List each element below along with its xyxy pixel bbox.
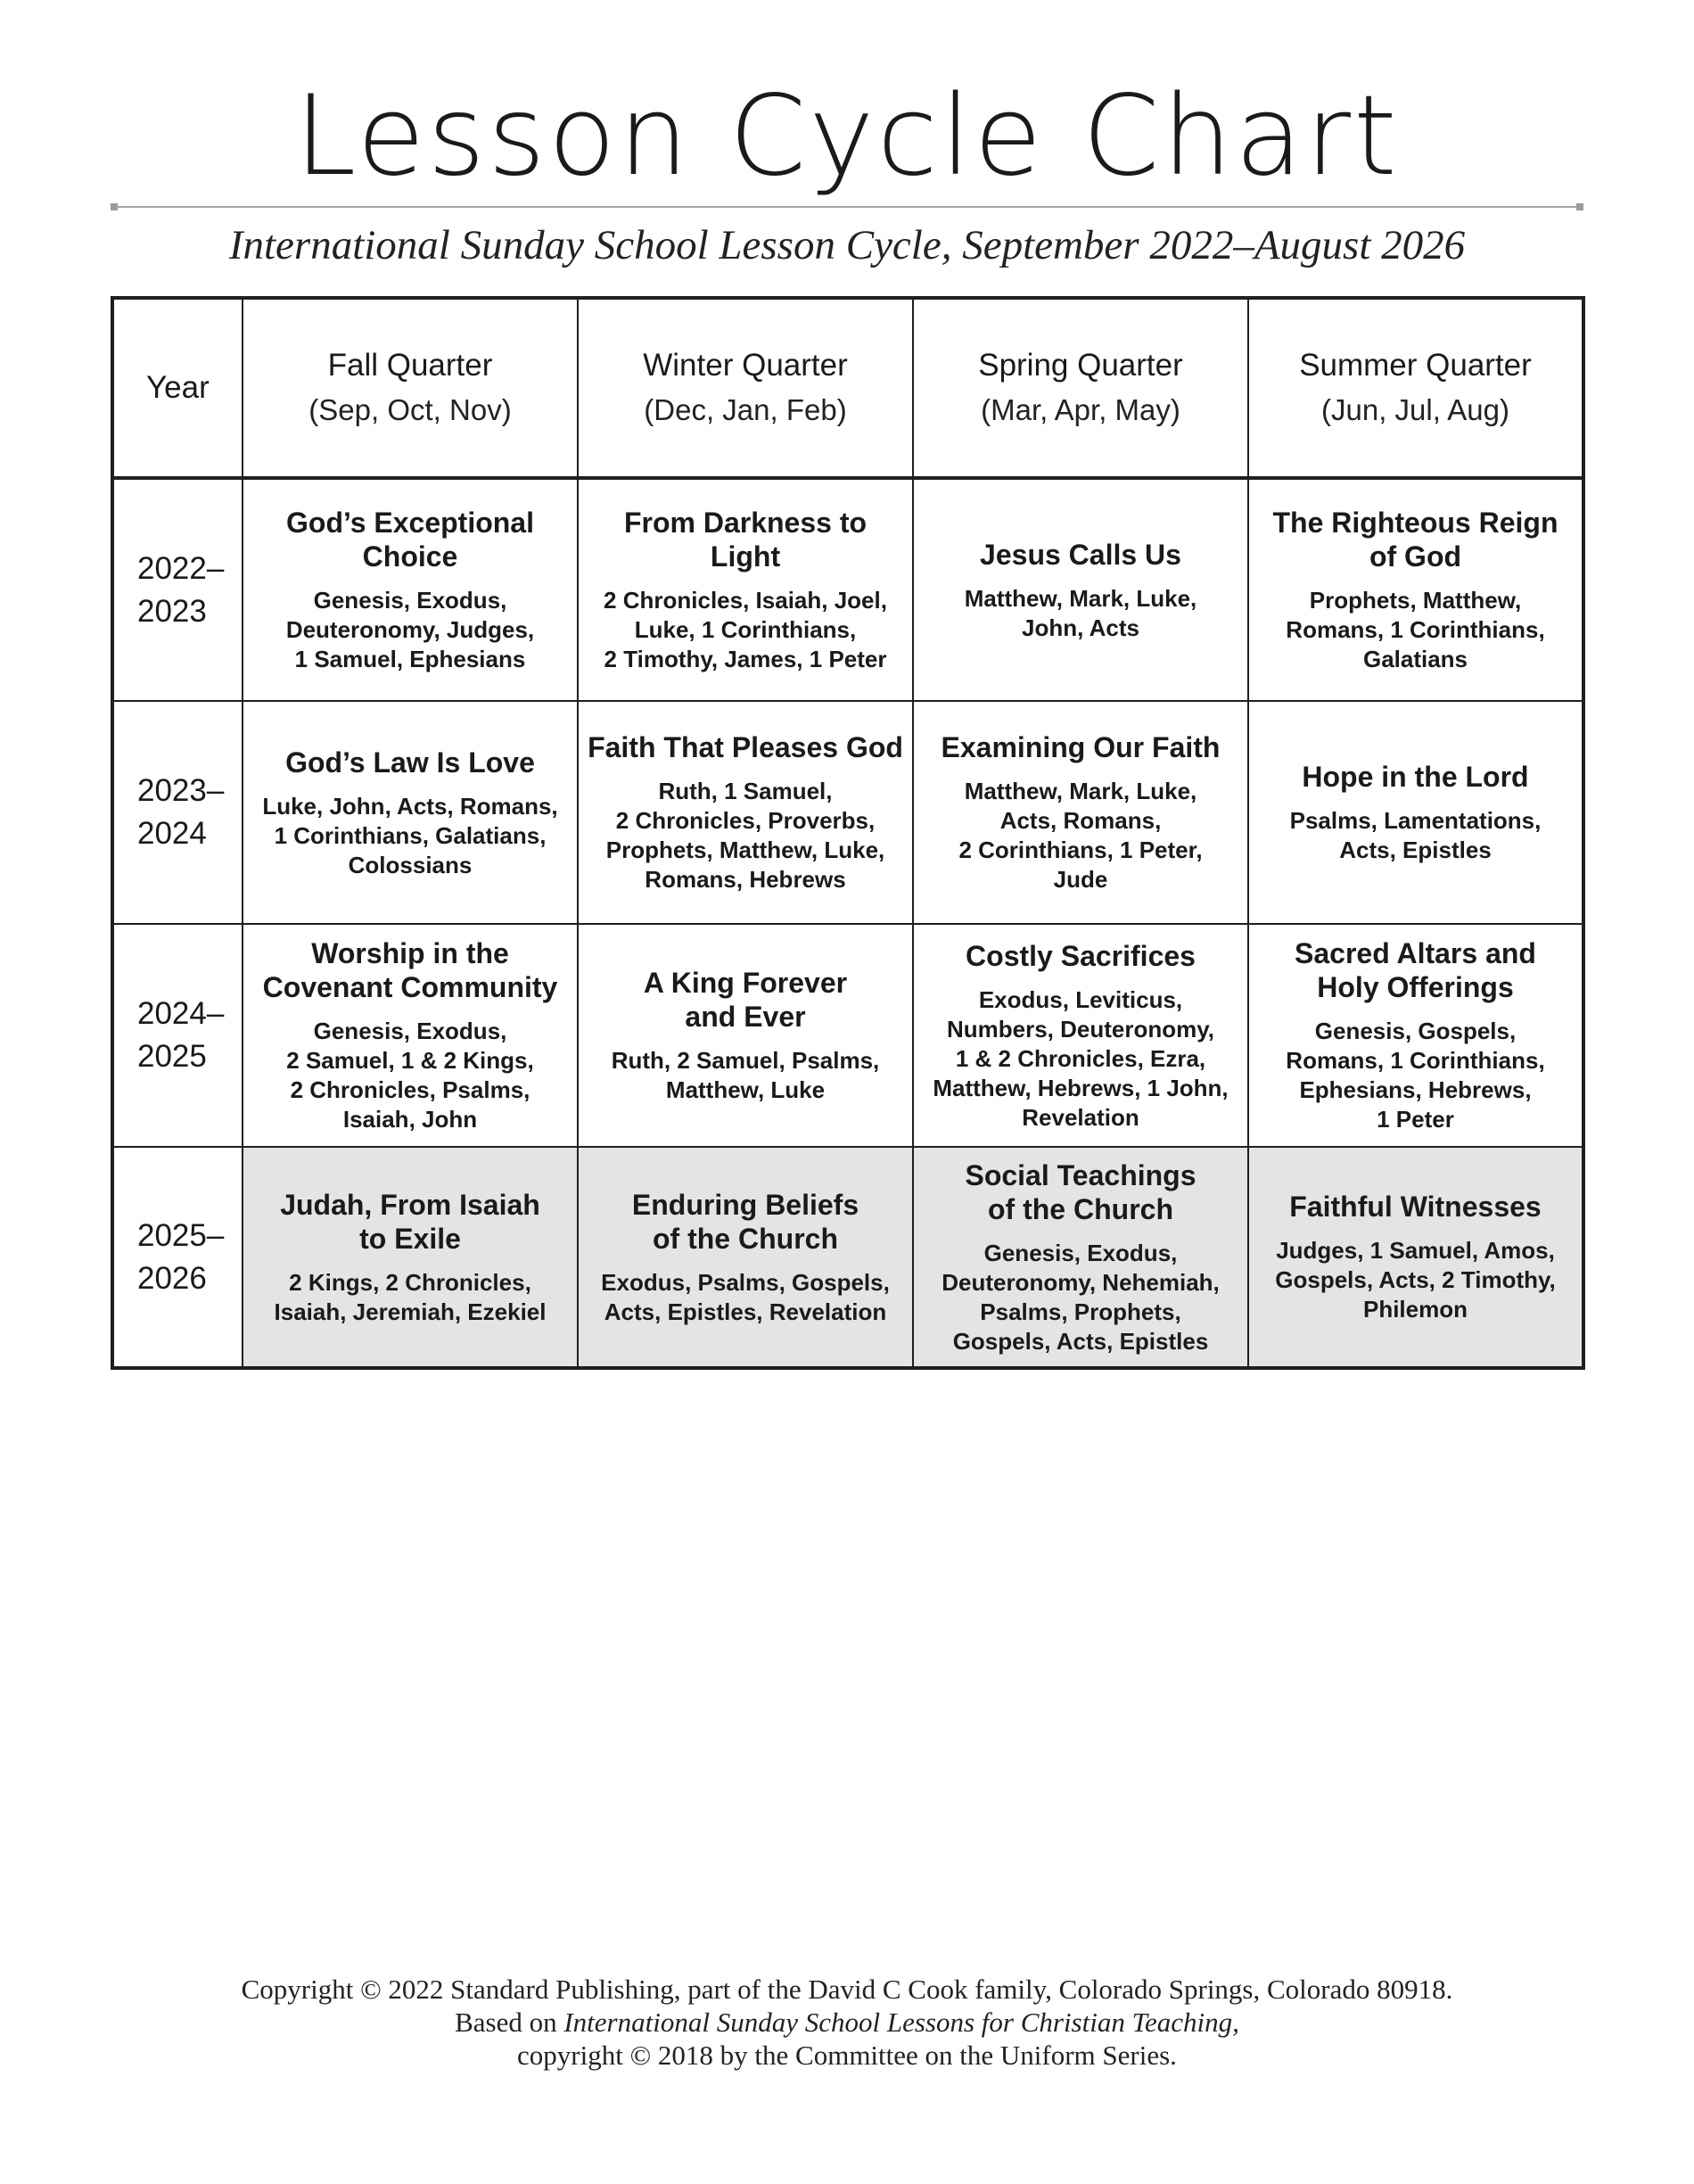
year-start: 2025– bbox=[137, 1217, 225, 1253]
source-prefix: Based on bbox=[455, 2007, 564, 2038]
table-row bbox=[112, 1147, 1583, 1368]
lesson-cell bbox=[913, 701, 1248, 924]
committee-line: copyright © 2018 by the Committee on the Uniform Series. bbox=[517, 2040, 1177, 2071]
lesson-cell bbox=[1248, 1147, 1583, 1368]
lesson-title: The Righteous Reign of God bbox=[1272, 507, 1558, 573]
lesson-books: Prophets, Matthew, Romans, 1 Corinthians, Galatians bbox=[1286, 587, 1545, 672]
lesson-title: A King Forever and Ever bbox=[643, 967, 848, 1033]
year-cell bbox=[112, 1147, 243, 1368]
lesson-cell bbox=[243, 924, 578, 1147]
source-line bbox=[0, 2006, 1694, 2039]
quarter-months: (Mar, Apr, May) bbox=[981, 393, 1180, 426]
copyright-line: Copyright © 2022 Standard Publishing, part of the David C Cook family, Colorado Springs, Colorado 80918. bbox=[241, 1974, 1453, 2005]
year-start: 2022– bbox=[137, 550, 225, 586]
quarter-header-winter bbox=[578, 298, 913, 478]
lesson-books: Matthew, Mark, Luke, John, Acts bbox=[964, 584, 1197, 641]
lesson-title: Faith That Pleases God bbox=[588, 731, 903, 763]
lesson-cell bbox=[913, 924, 1248, 1147]
year-start: 2023– bbox=[137, 773, 225, 808]
lesson-cell bbox=[578, 1147, 913, 1368]
quarter-header-summer bbox=[1248, 298, 1583, 478]
lesson-cell bbox=[1248, 478, 1583, 701]
lesson-title: Faithful Witnesses bbox=[1289, 1191, 1542, 1223]
year-end: 2025 bbox=[137, 1039, 207, 1074]
lesson-books: Luke, John, Acts, Romans, 1 Corinthians, Galatians, Colossians bbox=[262, 792, 558, 878]
quarter-months: (Dec, Jan, Feb) bbox=[644, 393, 847, 426]
lesson-cell bbox=[578, 701, 913, 924]
lesson-title: Jesus Calls Us bbox=[980, 538, 1181, 571]
quarter-name: Fall Quarter bbox=[327, 348, 493, 383]
lesson-books: Exodus, Leviticus, Numbers, Deuteronomy, 1 & 2 Chronicles, Ezra, Matthew, Hebrews, 1 John, Revelation bbox=[933, 985, 1229, 1131]
quarter-name: Winter Quarter bbox=[643, 348, 848, 383]
lesson-books: Judges, 1 Samuel, Amos, Gospels, Acts, 2 Timothy, Philemon bbox=[1275, 1237, 1556, 1323]
lesson-books: Genesis, Exodus, Deuteronomy, Judges, 1 Samuel, Ephesians bbox=[285, 587, 535, 672]
year-cell bbox=[112, 701, 243, 924]
quarter-header-spring bbox=[913, 298, 1248, 478]
year-end: 2024 bbox=[137, 816, 207, 851]
year-end: 2026 bbox=[137, 1260, 207, 1296]
year-cell bbox=[112, 924, 243, 1147]
table-header-row bbox=[112, 298, 1583, 478]
table-row bbox=[112, 478, 1583, 701]
table-row bbox=[112, 924, 1583, 1147]
lesson-title: Judah, From Isaiah to Exile bbox=[280, 1188, 540, 1255]
lesson-cell bbox=[578, 924, 913, 1147]
lesson-title: Costly Sacrifices bbox=[966, 939, 1196, 972]
lesson-books: Ruth, 1 Samuel, 2 Chronicles, Proverbs, Prophets, Matthew, Luke, Romans, Hebrews bbox=[605, 778, 885, 893]
lesson-cell bbox=[243, 1147, 578, 1368]
lesson-cycle-table bbox=[111, 296, 1585, 1370]
year-cell bbox=[112, 478, 243, 701]
lesson-books: Matthew, Mark, Luke, Acts, Romans, 2 Corinthians, 1 Peter, Jude bbox=[958, 778, 1203, 893]
lesson-cell bbox=[913, 478, 1248, 701]
lesson-title: Hope in the Lord bbox=[1302, 761, 1529, 793]
lesson-books: 2 Kings, 2 Chronicles, Isaiah, Jeremiah, Ezekiel bbox=[274, 1268, 547, 1325]
year-column-header: Year bbox=[112, 298, 243, 478]
lesson-books: Genesis, Exodus, 2 Samuel, 1 & 2 Kings, 2 Chronicles, Psalms, Isaiah, John bbox=[286, 1018, 534, 1133]
lesson-title: Social Teachings of the Church bbox=[965, 1158, 1196, 1225]
lesson-cell bbox=[243, 478, 578, 701]
lesson-title: Enduring Beliefs of the Church bbox=[631, 1188, 859, 1255]
quarter-name: Summer Quarter bbox=[1299, 348, 1532, 383]
lesson-books: 2 Chronicles, Isaiah, Joel, Luke, 1 Corinthians, 2 Timothy, James, 1 Peter bbox=[604, 587, 887, 672]
quarter-months: (Jun, Jul, Aug) bbox=[1321, 393, 1509, 426]
title-rule-right-cap bbox=[1576, 203, 1583, 210]
quarter-name: Spring Quarter bbox=[978, 348, 1183, 383]
table-row bbox=[112, 701, 1583, 924]
lesson-cell bbox=[578, 478, 913, 701]
year-start: 2024– bbox=[137, 996, 225, 1031]
lesson-books: Psalms, Lamentations, Acts, Epistles bbox=[1289, 807, 1542, 863]
quarter-header-fall bbox=[243, 298, 578, 478]
lesson-cell bbox=[243, 701, 578, 924]
lesson-books: Genesis, Exodus, Deuteronomy, Nehemiah, Psalms, Prophets, Gospels, Acts, Epistles bbox=[942, 1239, 1220, 1355]
lesson-cell bbox=[913, 1147, 1248, 1368]
source-title: International Sunday School Lessons for Christian Teaching, bbox=[563, 2007, 1239, 2038]
quarter-months: (Sep, Oct, Nov) bbox=[308, 393, 512, 426]
lesson-books: Ruth, 2 Samuel, Psalms, Matthew, Luke bbox=[611, 1047, 880, 1103]
lesson-title: Sacred Altars and Holy Offerings bbox=[1295, 937, 1536, 1003]
lesson-cell bbox=[1248, 701, 1583, 924]
lesson-title: God’s Exceptional Choice bbox=[286, 507, 534, 573]
page-subtitle: International Sunday School Lesson Cycle, September 2022–August 2026 bbox=[228, 222, 1466, 268]
year-end: 2023 bbox=[137, 593, 207, 629]
lesson-title: Worship in the Covenant Community bbox=[262, 937, 558, 1003]
lesson-title: From Darkness to Light bbox=[623, 507, 868, 573]
copyright-footer bbox=[0, 1973, 1694, 2072]
page-title: Lesson Cycle Chart bbox=[294, 72, 1400, 201]
lesson-title: God’s Law Is Love bbox=[285, 746, 535, 779]
lesson-books: Genesis, Gospels, Romans, 1 Corinthians, Ephesians, Hebrews, 1 Peter bbox=[1286, 1018, 1545, 1133]
lesson-title: Examining Our Faith bbox=[941, 731, 1221, 763]
lesson-cell bbox=[1248, 924, 1583, 1147]
lesson-books: Exodus, Psalms, Gospels, Acts, Epistles, Revelation bbox=[601, 1268, 890, 1325]
title-rule bbox=[114, 206, 1576, 208]
